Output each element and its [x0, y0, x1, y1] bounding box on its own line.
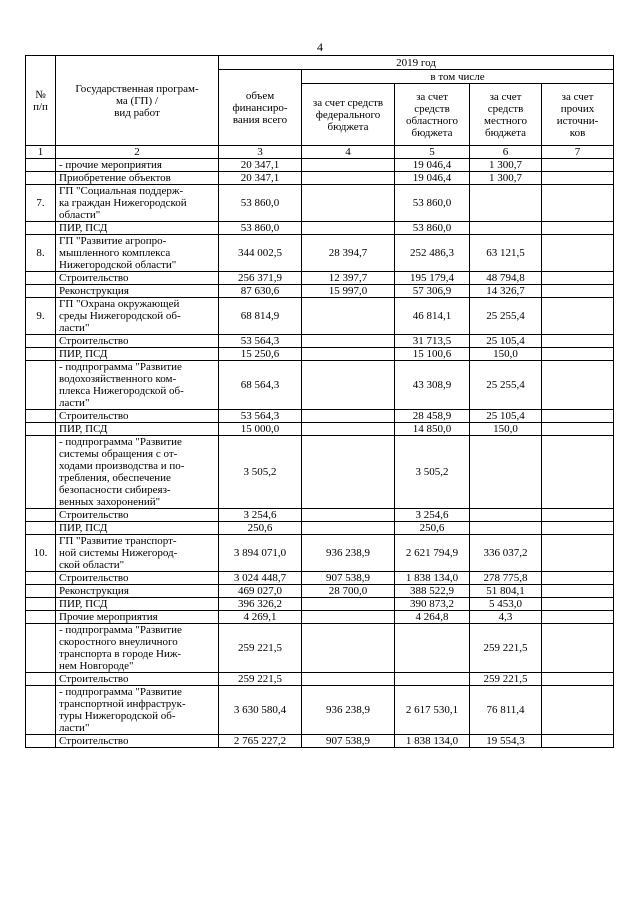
- other-amount: [542, 735, 614, 748]
- regional-amount: 388 522,9: [395, 585, 470, 598]
- row-number: [26, 436, 56, 509]
- other-amount: [542, 522, 614, 535]
- regional-amount: 53 860,0: [395, 222, 470, 235]
- federal-amount: 936 238,9: [302, 686, 395, 735]
- row-number: [26, 222, 56, 235]
- row-number: 10.: [26, 535, 56, 572]
- federal-amount: [302, 522, 395, 535]
- work-type: Реконструкция: [56, 285, 219, 298]
- column-number: 5: [395, 146, 470, 159]
- regional-amount: 28 458,9: [395, 410, 470, 423]
- table-row: [26, 572, 614, 585]
- work-type: ПИР, ПСД: [56, 222, 219, 235]
- other-amount: [542, 335, 614, 348]
- row-number: [26, 285, 56, 298]
- row-number: [26, 673, 56, 686]
- total-amount: 20 347,1: [219, 172, 302, 185]
- header-including: в том числе: [302, 70, 614, 84]
- work-type: - подпрограмма "Развитие системы обращения с от- ходами производства и по- требления, обеспечение безопасности сибиреяз- венных захоронений": [56, 436, 219, 509]
- table-row: [26, 222, 614, 235]
- total-amount: 68 564,3: [219, 361, 302, 410]
- total-amount: 15 250,6: [219, 348, 302, 361]
- work-type: ГП "Социальная поддерж- ка граждан Нижегородской области": [56, 185, 219, 222]
- row-number: [26, 735, 56, 748]
- table-row: [26, 735, 614, 748]
- regional-amount: 3 505,2: [395, 436, 470, 509]
- local-amount: [470, 436, 542, 509]
- federal-amount: [302, 185, 395, 222]
- work-type: Строительство: [56, 572, 219, 585]
- total-amount: 3 894 071,0: [219, 535, 302, 572]
- federal-amount: [302, 298, 395, 335]
- column-number: 1: [26, 146, 56, 159]
- other-amount: [542, 185, 614, 222]
- local-amount: 48 794,8: [470, 272, 542, 285]
- table-body: [26, 159, 614, 748]
- federal-amount: 12 397,7: [302, 272, 395, 285]
- financing-table: [25, 55, 614, 748]
- other-amount: [542, 673, 614, 686]
- column-number: 6: [470, 146, 542, 159]
- table-row: [26, 361, 614, 410]
- local-amount: [470, 509, 542, 522]
- total-amount: 469 027,0: [219, 585, 302, 598]
- other-amount: [542, 585, 614, 598]
- table-row: [26, 235, 614, 272]
- total-amount: 250,6: [219, 522, 302, 535]
- table-row: [26, 159, 614, 172]
- federal-amount: [302, 509, 395, 522]
- header-year: 2019 год: [219, 56, 614, 70]
- federal-amount: [302, 348, 395, 361]
- table-row: [26, 611, 614, 624]
- other-amount: [542, 222, 614, 235]
- header-federal: за счет средств федерального бюджета: [302, 84, 395, 146]
- federal-amount: 28 700,0: [302, 585, 395, 598]
- work-type: Реконструкция: [56, 585, 219, 598]
- regional-amount: 14 850,0: [395, 423, 470, 436]
- total-amount: 3 024 448,7: [219, 572, 302, 585]
- federal-amount: [302, 361, 395, 410]
- regional-amount: 2 621 794,9: [395, 535, 470, 572]
- row-number: [26, 172, 56, 185]
- total-amount: 53 564,3: [219, 335, 302, 348]
- other-amount: [542, 509, 614, 522]
- table-row: [26, 272, 614, 285]
- row-number: [26, 585, 56, 598]
- header-local: за счет средств местного бюджета: [470, 84, 542, 146]
- local-amount: 63 121,5: [470, 235, 542, 272]
- federal-amount: [302, 335, 395, 348]
- work-type: - подпрограмма "Развитие транспортной инфраструк- туры Нижегородской об- ласти": [56, 686, 219, 735]
- total-amount: 396 326,2: [219, 598, 302, 611]
- page-number: 4: [317, 40, 323, 54]
- table-row: [26, 624, 614, 673]
- federal-amount: 936 238,9: [302, 535, 395, 572]
- federal-amount: 15 997,0: [302, 285, 395, 298]
- other-amount: [542, 611, 614, 624]
- row-number: [26, 624, 56, 673]
- local-amount: 25 255,4: [470, 298, 542, 335]
- work-type: Строительство: [56, 509, 219, 522]
- regional-amount: [395, 673, 470, 686]
- regional-amount: 3 254,6: [395, 509, 470, 522]
- work-type: - подпрограмма "Развитие водохозяйственного ком- плекса Нижегородской об- ласти": [56, 361, 219, 410]
- work-type: Строительство: [56, 272, 219, 285]
- work-type: ПИР, ПСД: [56, 598, 219, 611]
- table-row: [26, 585, 614, 598]
- work-type: ГП "Развитие агропро- мышленного комплекса Нижегородской области": [56, 235, 219, 272]
- regional-amount: 19 046,4: [395, 172, 470, 185]
- local-amount: 1 300,7: [470, 172, 542, 185]
- local-amount: 259 221,5: [470, 673, 542, 686]
- column-number: 3: [219, 146, 302, 159]
- local-amount: 259 221,5: [470, 624, 542, 673]
- row-number: 9.: [26, 298, 56, 335]
- regional-amount: 19 046,4: [395, 159, 470, 172]
- work-type: Строительство: [56, 673, 219, 686]
- header-program: Государственная програм- ма (ГП) / вид работ: [56, 56, 219, 146]
- local-amount: 4,3: [470, 611, 542, 624]
- regional-amount: 195 179,4: [395, 272, 470, 285]
- other-amount: [542, 410, 614, 423]
- row-number: [26, 272, 56, 285]
- federal-amount: [302, 624, 395, 673]
- local-amount: 25 105,4: [470, 335, 542, 348]
- other-amount: [542, 159, 614, 172]
- other-amount: [542, 298, 614, 335]
- regional-amount: 57 306,9: [395, 285, 470, 298]
- total-amount: 53 564,3: [219, 410, 302, 423]
- federal-amount: [302, 436, 395, 509]
- column-number: 2: [56, 146, 219, 159]
- table-row: [26, 686, 614, 735]
- work-type: Строительство: [56, 410, 219, 423]
- work-type: Строительство: [56, 335, 219, 348]
- row-number: [26, 159, 56, 172]
- work-type: ГП "Развитие транспорт- ной системы Нижегород- ской области": [56, 535, 219, 572]
- work-type: ПИР, ПСД: [56, 522, 219, 535]
- column-number: 7: [542, 146, 614, 159]
- other-amount: [542, 686, 614, 735]
- federal-amount: [302, 172, 395, 185]
- table-row: [26, 410, 614, 423]
- local-amount: 76 811,4: [470, 686, 542, 735]
- other-amount: [542, 624, 614, 673]
- header-other: за счет прочих источни- ков: [542, 84, 614, 146]
- total-amount: 15 000,0: [219, 423, 302, 436]
- row-number: 8.: [26, 235, 56, 272]
- regional-amount: 31 713,5: [395, 335, 470, 348]
- total-amount: 4 269,1: [219, 611, 302, 624]
- federal-amount: [302, 611, 395, 624]
- local-amount: 5 453,0: [470, 598, 542, 611]
- regional-amount: 53 860,0: [395, 185, 470, 222]
- total-amount: 256 371,9: [219, 272, 302, 285]
- row-number: [26, 598, 56, 611]
- local-amount: 278 775,8: [470, 572, 542, 585]
- header-regional: за счет средств областного бюджета: [395, 84, 470, 146]
- regional-amount: 1 838 134,0: [395, 572, 470, 585]
- local-amount: 25 105,4: [470, 410, 542, 423]
- local-amount: [470, 222, 542, 235]
- table-row: [26, 522, 614, 535]
- row-number: [26, 423, 56, 436]
- regional-amount: 15 100,6: [395, 348, 470, 361]
- regional-amount: 2 617 530,1: [395, 686, 470, 735]
- local-amount: 51 804,1: [470, 585, 542, 598]
- local-amount: [470, 522, 542, 535]
- table-row: [26, 298, 614, 335]
- table-row: [26, 185, 614, 222]
- total-amount: 87 630,6: [219, 285, 302, 298]
- other-amount: [542, 436, 614, 509]
- total-amount: 259 221,5: [219, 624, 302, 673]
- total-amount: 68 814,9: [219, 298, 302, 335]
- table-row: [26, 335, 614, 348]
- total-amount: 3 254,6: [219, 509, 302, 522]
- table-row: [26, 172, 614, 185]
- total-amount: 3 630 580,4: [219, 686, 302, 735]
- other-amount: [542, 348, 614, 361]
- regional-amount: 390 873,2: [395, 598, 470, 611]
- table-row: [26, 348, 614, 361]
- work-type: ПИР, ПСД: [56, 423, 219, 436]
- header-num: № п/п: [26, 56, 56, 146]
- federal-amount: [302, 673, 395, 686]
- work-type: - прочие мероприятия: [56, 159, 219, 172]
- federal-amount: 907 538,9: [302, 572, 395, 585]
- table-row: [26, 509, 614, 522]
- other-amount: [542, 572, 614, 585]
- work-type: Строительство: [56, 735, 219, 748]
- table-row: [26, 285, 614, 298]
- table-row: [26, 598, 614, 611]
- federal-amount: 28 394,7: [302, 235, 395, 272]
- regional-amount: 1 838 134,0: [395, 735, 470, 748]
- regional-amount: 250,6: [395, 522, 470, 535]
- work-type: ПИР, ПСД: [56, 348, 219, 361]
- federal-amount: [302, 598, 395, 611]
- total-amount: 259 221,5: [219, 673, 302, 686]
- other-amount: [542, 235, 614, 272]
- row-number: [26, 335, 56, 348]
- other-amount: [542, 423, 614, 436]
- header-total: объем финансиро- вания всего: [219, 70, 302, 146]
- local-amount: [470, 185, 542, 222]
- local-amount: 19 554,3: [470, 735, 542, 748]
- row-number: [26, 686, 56, 735]
- row-number: [26, 348, 56, 361]
- row-number: [26, 522, 56, 535]
- regional-amount: 252 486,3: [395, 235, 470, 272]
- work-type: Прочие мероприятия: [56, 611, 219, 624]
- other-amount: [542, 285, 614, 298]
- other-amount: [542, 598, 614, 611]
- local-amount: 150,0: [470, 348, 542, 361]
- row-number: [26, 509, 56, 522]
- column-number-row: [26, 146, 614, 159]
- table-row: [26, 673, 614, 686]
- total-amount: 53 860,0: [219, 185, 302, 222]
- federal-amount: 907 538,9: [302, 735, 395, 748]
- local-amount: 14 326,7: [470, 285, 542, 298]
- row-number: [26, 572, 56, 585]
- local-amount: 1 300,7: [470, 159, 542, 172]
- regional-amount: 46 814,1: [395, 298, 470, 335]
- total-amount: 3 505,2: [219, 436, 302, 509]
- regional-amount: 43 308,9: [395, 361, 470, 410]
- row-number: [26, 611, 56, 624]
- regional-amount: 4 264,8: [395, 611, 470, 624]
- other-amount: [542, 535, 614, 572]
- federal-amount: [302, 410, 395, 423]
- total-amount: 53 860,0: [219, 222, 302, 235]
- table-row: [26, 436, 614, 509]
- work-type: Приобретение объектов: [56, 172, 219, 185]
- row-number: [26, 361, 56, 410]
- federal-amount: [302, 222, 395, 235]
- total-amount: 344 002,5: [219, 235, 302, 272]
- total-amount: 20 347,1: [219, 159, 302, 172]
- federal-amount: [302, 423, 395, 436]
- table-row: [26, 423, 614, 436]
- column-number: 4: [302, 146, 395, 159]
- other-amount: [542, 361, 614, 410]
- table-row: [26, 535, 614, 572]
- row-number: [26, 410, 56, 423]
- federal-amount: [302, 159, 395, 172]
- other-amount: [542, 272, 614, 285]
- row-number: 7.: [26, 185, 56, 222]
- local-amount: 150,0: [470, 423, 542, 436]
- work-type: - подпрограмма "Развитие скоростного внеуличного транспорта в городе Ниж- нем Новгороде": [56, 624, 219, 673]
- local-amount: 336 037,2: [470, 535, 542, 572]
- work-type: ГП "Охрана окружающей среды Нижегородской об- ласти": [56, 298, 219, 335]
- local-amount: 25 255,4: [470, 361, 542, 410]
- regional-amount: [395, 624, 470, 673]
- total-amount: 2 765 227,2: [219, 735, 302, 748]
- other-amount: [542, 172, 614, 185]
